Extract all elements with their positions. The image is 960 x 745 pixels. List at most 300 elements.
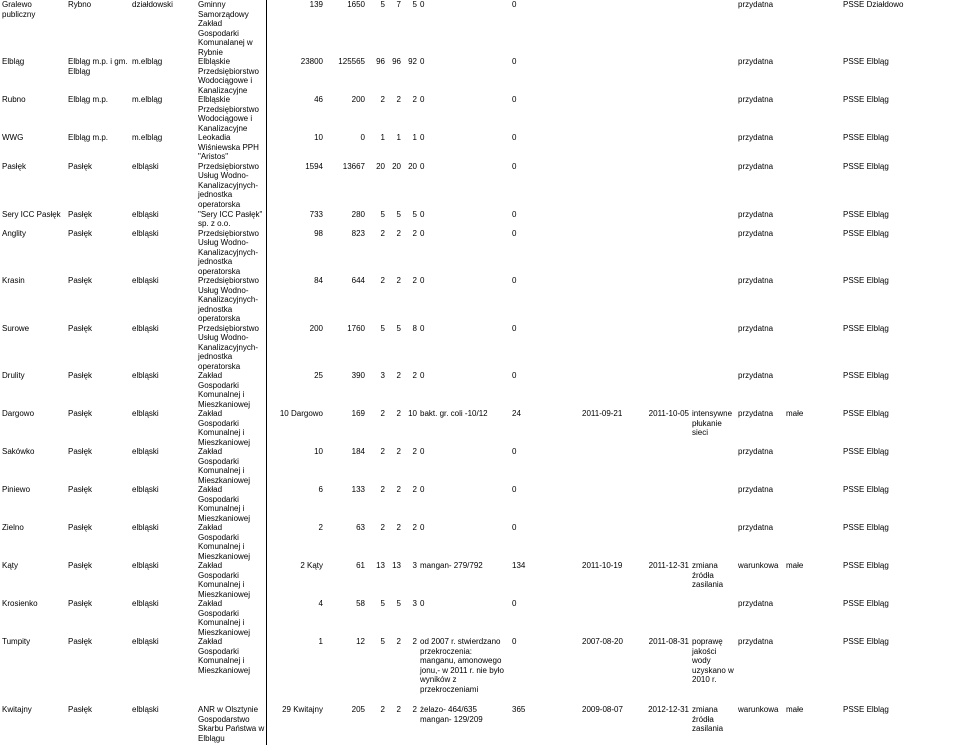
cell-date-to: [635, 95, 690, 133]
cell-water-volume: 1: [266, 637, 324, 705]
cell-date-from: 2009-08-07: [582, 705, 623, 714]
cell-county: m.elbląg: [132, 133, 163, 142]
cell-county: elbląski: [132, 705, 159, 714]
cell-actions: [690, 276, 736, 324]
cell-compliant: 5: [396, 599, 401, 608]
cell-commune: Elbląg m.p.: [68, 133, 109, 142]
cell-locality: Surowe: [2, 323, 30, 333]
cell-county: elbląski: [132, 447, 159, 456]
cell-locality: Krosienko: [2, 599, 38, 608]
cell-ecoli: 2: [412, 523, 417, 532]
cell-authority: PSSE Elbląg: [843, 133, 889, 142]
cell-date-to: [635, 276, 690, 324]
cell-commune: Pasłęk: [68, 561, 93, 570]
cell-date-from: 2011-10-19: [582, 561, 623, 570]
cell-locality: Kwitajny: [2, 705, 32, 714]
cell-conditions: [784, 162, 841, 210]
cell-date-from: [580, 447, 635, 485]
cell-commune: Pasłęk: [68, 161, 93, 171]
cell-date-to: 2011-10-05: [648, 409, 689, 418]
cell-conditions: [784, 276, 841, 324]
cell-result: 24: [512, 409, 521, 418]
cell-commune: Pasłęk: [68, 276, 93, 285]
cell-date-from: 2007-08-20: [582, 637, 623, 646]
cell-date-to: [635, 523, 690, 561]
cell-ecoli: 20: [408, 161, 417, 171]
cell-compliant: 2: [396, 637, 401, 646]
cell-ecoli: 8: [412, 323, 417, 333]
cell-non-compliant: 0: [420, 523, 425, 532]
cell-commune: Pasłęk: [68, 485, 93, 494]
cell-date-to: 2011-08-31: [648, 637, 689, 646]
cell-conditions: [784, 324, 841, 372]
cell-result: 0: [512, 228, 517, 238]
cell-date-from: 2011-09-21: [582, 409, 623, 418]
cell-compliant: 2: [396, 276, 401, 285]
cell-operator: Elbląskie Przedsiębiorstwo Wodociągowe i Kanalizacyjne: [198, 95, 259, 133]
cell-date-to: [635, 57, 690, 95]
cell-ecoli: 2: [412, 95, 417, 104]
cell-actions: [690, 229, 736, 277]
table-row: [0, 705, 960, 745]
cell-locality: Elbląg: [2, 57, 25, 66]
cell-result: 0: [512, 276, 517, 285]
cell-assessment: przydatna: [738, 523, 774, 532]
cell-compliant: 2: [396, 409, 401, 418]
cell-commune: Pasłęk: [68, 599, 93, 608]
cell-date-from: [580, 276, 635, 324]
cell-date-to: [635, 162, 690, 210]
cell-sample-count: 5: [380, 323, 385, 333]
cell-operator: Przedsiębiorstwo Usług Wodno-Kanalizacyjnych-jednostka operatorska: [198, 228, 259, 276]
cell-conditions: [784, 371, 841, 409]
cell-authority: PSSE Elbląg: [843, 523, 889, 532]
table-row: [0, 561, 960, 599]
cell-result: 0: [512, 485, 517, 494]
cell-actions: [690, 485, 736, 523]
cell-result: 0: [512, 447, 517, 456]
cell-ecoli: 3: [412, 561, 417, 570]
cell-operator: Elbląskie Przedsiębiorstwo Wodociągowe i Kanalizacyjne: [198, 57, 259, 95]
cell-county: działdowski: [132, 0, 173, 9]
cell-result: 0: [512, 323, 517, 333]
cell-compliant: 5: [396, 209, 401, 219]
cell-actions: intensywne płukanie sieci: [692, 409, 733, 437]
cell-operator: Zakład Gospodarki Komunalnej i Mieszkaniowej: [198, 561, 251, 599]
cell-sample-count: 2: [380, 523, 385, 532]
cell-commune: Elbląg m.p. i gm. Elbląg: [68, 57, 128, 76]
cell-date-from: [580, 57, 635, 95]
cell-date-from: [580, 371, 635, 409]
cell-sample-count: 2: [380, 95, 385, 104]
cell-population: 13667: [342, 161, 365, 171]
cell-assessment: przydatna: [738, 323, 774, 333]
cell-water-volume: 4: [266, 599, 324, 637]
cell-water-volume: 46: [266, 95, 324, 133]
cell-sample-count: 5: [380, 599, 385, 608]
cell-population: 205: [351, 705, 365, 714]
cell-authority: PSSE Elbląg: [843, 561, 889, 570]
cell-date-to: [635, 371, 690, 409]
cell-non-compliant: 0: [420, 133, 425, 142]
cell-ecoli: 3: [412, 599, 417, 608]
cell-population: 390: [351, 371, 365, 380]
cell-assessment: przydatna: [738, 95, 774, 104]
cell-ecoli: 10: [408, 409, 417, 418]
cell-compliant: 96: [392, 57, 401, 66]
cell-operator: Przedsiębiorstwo Usług Wodno-Kanalizacyjnych-jednostka operatorska: [198, 161, 259, 209]
cell-population: 1650: [347, 0, 365, 9]
cell-sample-count: 3: [380, 371, 385, 380]
cell-compliant: 13: [392, 561, 401, 570]
cell-date-to: [635, 133, 690, 162]
cell-water-volume: 23800: [266, 57, 324, 95]
cell-compliant: 2: [396, 485, 401, 494]
cell-commune: Pasłęk: [68, 637, 93, 646]
cell-operator: Leokadia Wiśniewska PPH "Aristos": [198, 133, 259, 161]
cell-date-to: [635, 485, 690, 523]
cell-ecoli: 2: [412, 447, 417, 456]
cell-non-compliant: bakt. gr. coli -10/12: [420, 409, 488, 418]
table-row: [0, 210, 960, 229]
cell-date-from: [580, 324, 635, 372]
cell-actions: [690, 0, 736, 57]
cell-authority: PSSE Elbląg: [843, 485, 889, 494]
cell-water-volume: 2: [266, 523, 324, 561]
cell-result: 0: [512, 523, 517, 532]
cell-operator: Zakład Gospodarki Komunalnej i Mieszkaniowej: [198, 637, 251, 675]
cell-actions: [690, 162, 736, 210]
cell-commune: Pasłęk: [68, 323, 93, 333]
cell-result: 0: [512, 637, 517, 646]
cell-result: 0: [512, 161, 517, 171]
cell-water-volume: 98: [266, 229, 324, 277]
cell-assessment: przydatna: [738, 409, 774, 418]
cell-assessment: warunkowa: [738, 705, 779, 714]
cell-operator: Przedsiębiorstwo Usług Wodno-Kanalizacyjnych-jednostka operatorska: [198, 276, 259, 323]
cell-water-volume: 2 Kąty: [266, 561, 324, 599]
cell-date-from: [580, 133, 635, 162]
cell-date-from: [580, 95, 635, 133]
cell-authority: PSSE Elbląg: [843, 228, 889, 238]
cell-non-compliant: 0: [420, 209, 425, 219]
cell-assessment: przydatna: [738, 0, 774, 9]
table-row: [0, 485, 960, 523]
cell-date-to: [635, 324, 690, 372]
cell-population: 61: [356, 561, 365, 570]
cell-actions: [690, 447, 736, 485]
cell-operator: Zakład Gospodarki Komunalnej i Mieszkaniowej: [198, 447, 251, 485]
cell-compliant: 2: [396, 228, 401, 238]
cell-date-from: [580, 229, 635, 277]
cell-authority: PSSE Elbląg: [843, 95, 889, 104]
cell-date-to: [635, 210, 690, 229]
cell-compliant: 7: [396, 0, 401, 9]
cell-assessment: przydatna: [738, 133, 774, 142]
cell-commune: Pasłęk: [68, 228, 93, 238]
cell-county: elbląski: [132, 323, 159, 333]
cell-water-volume: 84: [266, 276, 324, 324]
cell-compliant: 20: [392, 161, 401, 171]
cell-result: 0: [512, 95, 517, 104]
cell-authority: PSSE Elbląg: [843, 161, 889, 171]
cell-non-compliant: 0: [420, 228, 425, 238]
cell-date-from: [580, 162, 635, 210]
cell-sample-count: 1: [380, 133, 385, 142]
cell-authority: PSSE Elbląg: [843, 409, 889, 418]
cell-water-volume: 10 Dargowo: [266, 409, 324, 447]
cell-operator: Zakład Gospodarki Komunalnej i Mieszkaniowej: [198, 523, 251, 561]
cell-population: 169: [351, 409, 365, 418]
cell-county: elbląski: [132, 523, 159, 532]
cell-water-volume: 29 Kwitajny: [266, 705, 324, 745]
cell-population: 63: [356, 523, 365, 532]
cell-population: 280: [351, 209, 365, 219]
cell-assessment: przydatna: [738, 161, 774, 171]
table-row: [0, 133, 960, 162]
cell-authority: PSSE Elbląg: [843, 447, 889, 456]
cell-assessment: przydatna: [738, 228, 774, 238]
cell-non-compliant: 0: [420, 95, 425, 104]
cell-county: elbląski: [132, 599, 159, 608]
cell-actions: [690, 599, 736, 637]
cell-actions: [690, 95, 736, 133]
cell-commune: Pasłęk: [68, 409, 93, 418]
cell-commune: Pasłęk: [68, 523, 93, 532]
cell-non-compliant: 0: [420, 447, 425, 456]
cell-county: elbląski: [132, 371, 159, 380]
cell-authority: PSSE Elbląg: [843, 637, 889, 646]
cell-sample-count: 2: [380, 228, 385, 238]
cell-county: elbląski: [132, 209, 159, 219]
cell-conditions: małe: [786, 409, 804, 418]
cell-conditions: [784, 0, 841, 57]
cell-sample-count: 2: [380, 447, 385, 456]
cell-non-compliant: 0: [420, 371, 425, 380]
cell-ecoli: 5: [412, 209, 417, 219]
cell-sample-count: 5: [380, 0, 385, 9]
cell-operator: Gminny Samorządowy Zakład Gospodarki Komunalanej w Rybnie: [198, 0, 253, 57]
cell-assessment: przydatna: [738, 637, 774, 646]
cell-date-from: [580, 485, 635, 523]
cell-authority: PSSE Elbląg: [843, 599, 889, 608]
cell-population: 0: [360, 133, 365, 142]
cell-county: elbląski: [132, 561, 159, 570]
cell-date-to: [635, 447, 690, 485]
cell-commune: Pasłęk: [68, 209, 93, 219]
cell-sample-count: 20: [376, 161, 385, 171]
cell-date-to: 2011-12-31: [648, 561, 689, 570]
cell-commune: Pasłęk: [68, 371, 93, 380]
cell-ecoli: 2: [412, 371, 417, 380]
cell-locality: WWG: [2, 133, 24, 142]
cell-conditions: małe: [786, 705, 804, 714]
cell-assessment: przydatna: [738, 371, 774, 380]
cell-ecoli: 2: [412, 705, 417, 714]
cell-population: 12: [356, 637, 365, 646]
cell-conditions: [784, 95, 841, 133]
cell-actions: [690, 133, 736, 162]
cell-sample-count: 2: [380, 276, 385, 285]
cell-conditions: [784, 599, 841, 637]
table-row: [0, 95, 960, 133]
cell-locality: Dargowo: [2, 409, 35, 418]
cell-assessment: przydatna: [738, 57, 774, 66]
cell-ecoli: 2: [412, 485, 417, 494]
table-row: [0, 276, 960, 324]
cell-commune: Rybno: [68, 0, 92, 9]
cell-county: elbląski: [132, 228, 159, 238]
cell-locality: Piniewo: [2, 485, 31, 494]
cell-operator: Zakład Gospodarki Komunalnej i Mieszkaniowej: [198, 371, 251, 409]
cell-date-from: [580, 523, 635, 561]
cell-result: 365: [512, 705, 526, 714]
cell-population: 1760: [347, 323, 365, 333]
cell-locality: Krasin: [2, 276, 25, 285]
cell-conditions: [784, 229, 841, 277]
cell-water-volume: 139: [266, 0, 324, 57]
cell-non-compliant: 0: [420, 599, 425, 608]
cell-conditions: [784, 637, 841, 705]
cell-conditions: [784, 57, 841, 95]
cell-actions: zmiana źródła zasilania: [692, 561, 724, 589]
cell-county: elbląski: [132, 637, 159, 646]
cell-actions: [690, 324, 736, 372]
cell-ecoli: 1: [412, 133, 417, 142]
table-row: [0, 162, 960, 210]
cell-operator: ANR w Olsztynie Gospodarstwo Skarbu Państwa w Elblągu: [198, 705, 265, 743]
table-row: [0, 599, 960, 637]
cell-sample-count: 2: [380, 485, 385, 494]
cell-water-volume: 1594: [266, 162, 324, 210]
table-row: [0, 57, 960, 95]
cell-ecoli: 92: [408, 57, 417, 66]
cell-result: 0: [512, 133, 517, 142]
cell-conditions: małe: [786, 561, 804, 570]
cell-locality: Zielno: [2, 523, 24, 532]
cell-assessment: przydatna: [738, 599, 774, 608]
cell-water-volume: 10: [266, 447, 324, 485]
cell-commune: Elbląg m.p.: [68, 95, 109, 104]
cell-actions: [690, 523, 736, 561]
cell-locality: Sakówko: [2, 447, 35, 456]
cell-sample-count: 96: [376, 57, 385, 66]
cell-date-from: [580, 599, 635, 637]
cell-actions: [690, 210, 736, 229]
cell-authority: PSSE Elbląg: [843, 705, 889, 714]
cell-sample-count: 2: [380, 409, 385, 418]
cell-actions: poprawę jakości wody uzyskano w 2010 r.: [692, 637, 734, 684]
cell-non-compliant: 0: [420, 0, 425, 9]
cell-locality: Rubno: [2, 95, 26, 104]
cell-non-compliant: 0: [420, 485, 425, 494]
cell-actions: [690, 57, 736, 95]
cell-population: 200: [351, 95, 365, 104]
cell-non-compliant: mangan- 279/792: [420, 561, 483, 570]
cell-county: m.elbląg: [132, 95, 163, 104]
cell-result: 0: [512, 209, 517, 219]
cell-date-from: [580, 0, 635, 57]
cell-actions: [690, 371, 736, 409]
table-row: [0, 324, 960, 372]
cell-non-compliant: 0: [420, 323, 425, 333]
cell-compliant: 2: [396, 523, 401, 532]
cell-county: m.elbląg: [132, 57, 163, 66]
cell-water-volume: 200: [266, 324, 324, 372]
cell-compliant: 1: [396, 133, 401, 142]
cell-conditions: [784, 133, 841, 162]
cell-actions: zmiana źródła zasilania: [692, 705, 724, 733]
cell-date-to: 2012-12-31: [648, 705, 689, 714]
cell-county: elbląski: [132, 485, 159, 494]
cell-ecoli: 2: [412, 276, 417, 285]
cell-sample-count: 5: [380, 209, 385, 219]
cell-operator: Zakład Gospodarki Komunalnej i Mieszkaniowej: [198, 485, 251, 523]
table-row: [0, 637, 960, 705]
cell-date-to: [635, 229, 690, 277]
cell-water-volume: 6: [266, 485, 324, 523]
cell-population: 644: [351, 276, 365, 285]
cell-locality: Sery ICC Pasłęk: [2, 209, 61, 219]
cell-result: 0: [512, 599, 517, 608]
cell-conditions: [784, 485, 841, 523]
cell-non-compliant: 0: [420, 276, 425, 285]
cell-date-to: [635, 599, 690, 637]
cell-commune: Pasłęk: [68, 447, 93, 456]
cell-conditions: [784, 523, 841, 561]
cell-assessment: przydatna: [738, 276, 774, 285]
cell-authority: PSSE Elbląg: [843, 57, 889, 66]
cell-population: 58: [356, 599, 365, 608]
cell-locality: Tumpity: [2, 637, 31, 646]
table-row: [0, 447, 960, 485]
cell-operator: Zakład Gospodarki Komunalnej i Mieszkaniowej: [198, 599, 251, 637]
cell-authority: PSSE Elbląg: [843, 323, 889, 333]
cell-operator: "Sery ICC Pasłęk" sp. z o.o.: [198, 209, 263, 228]
cell-county: elbląski: [132, 409, 159, 418]
cell-operator: Zakład Gospodarki Komunalnej i Mieszkaniowej: [198, 409, 251, 447]
cell-conditions: [784, 447, 841, 485]
table-row: [0, 409, 960, 447]
cell-ecoli: 5: [412, 0, 417, 9]
cell-ecoli: 2: [412, 228, 417, 238]
table-row: [0, 229, 960, 277]
cell-sample-count: 13: [376, 561, 385, 570]
cell-locality: Drulity: [2, 371, 25, 380]
cell-date-from: [580, 210, 635, 229]
cell-authority: PSSE Elbląg: [843, 209, 889, 219]
cell-authority: PSSE Elbląg: [843, 276, 889, 285]
cell-water-volume: 25: [266, 371, 324, 409]
cell-ecoli: 2: [412, 637, 417, 646]
cell-operator: Przedsiębiorstwo Usług Wodno-Kanalizacyjnych-jednostka operatorska: [198, 323, 259, 371]
cell-population: 133: [351, 485, 365, 494]
cell-authority: PSSE Elbląg: [843, 371, 889, 380]
cell-non-compliant: 0: [420, 161, 425, 171]
cell-authority: PSSE Działdowo: [843, 0, 904, 9]
cell-assessment: przydatna: [738, 447, 774, 456]
cell-locality: Anglity: [2, 228, 27, 238]
cell-population: 184: [351, 447, 365, 456]
cell-locality: Gralewo publiczny: [2, 0, 36, 19]
cell-compliant: 2: [396, 705, 401, 714]
cell-date-to: [635, 0, 690, 57]
cell-compliant: 2: [396, 447, 401, 456]
cell-locality: Pasłęk: [2, 161, 27, 171]
cell-population: 823: [351, 228, 365, 238]
cell-water-volume: 10: [266, 133, 324, 162]
cell-compliant: 2: [396, 371, 401, 380]
